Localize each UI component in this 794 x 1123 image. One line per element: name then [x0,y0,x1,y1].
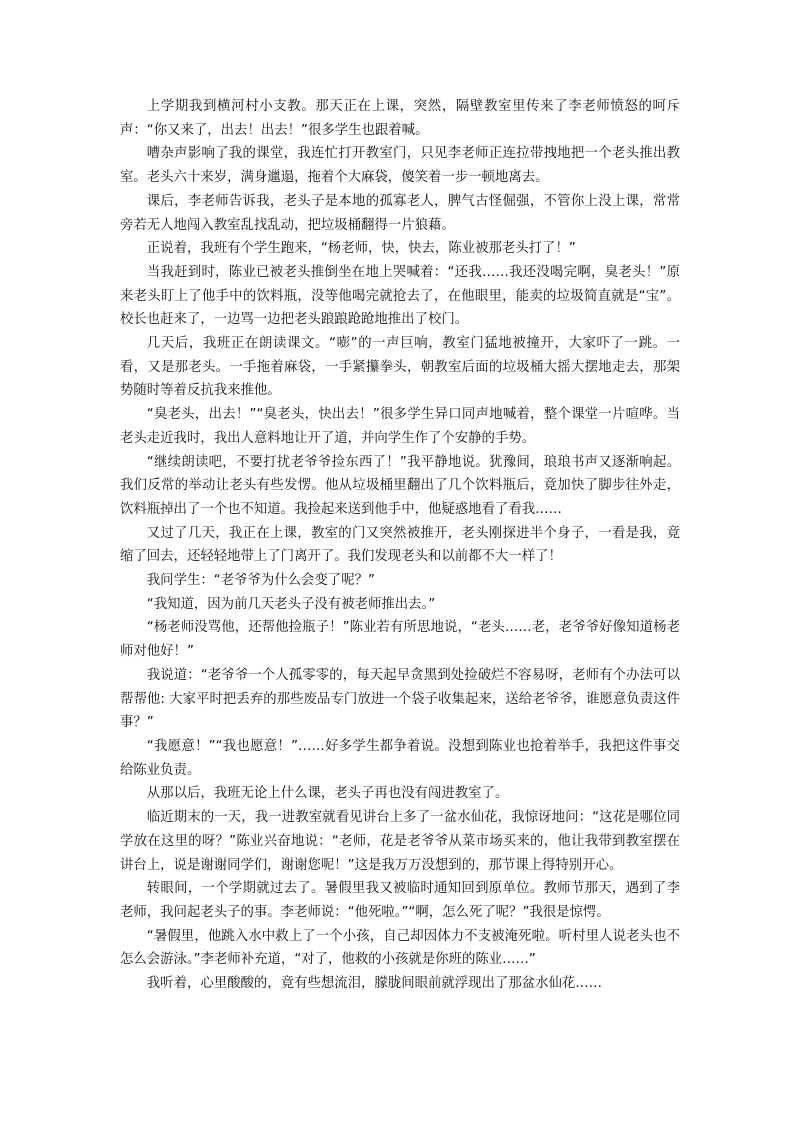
story-text [120,95,680,996]
paragraph-3: 课后，李老师告诉我，老头子是本地的孤寡老人，脾气古怪倔强，不管你上没上课，常常旁若无人地闯入教室乱找乱动，把垃圾桶翻得一片狼藉。 [120,193,680,233]
paragraph-19: 我听着，心里酸酸的，竟有些想流泪，朦胧间眼前就浮现出了那盆水仙花…… [146,976,603,992]
paragraph-17: 转眼间，一个学期就过去了。暑假里我又被临时通知回到原单位。教师节那天，遇到了李老师，我问起老头子的事。李老师说：“他死啦。”“啊，怎么死了呢？”我很是惊愕。 [120,881,680,920]
paragraph-6: 几天后，我班正在朗读课文。“嘭”的一声巨响，教室门猛地被撞开，大家吓了一跳。一看，又是那老头。一手拖着麻袋，一手紧攥拳头，朝教室后面的垃圾桶大摇大摆地走去，那架势随时等着反抗我来推他。 [120,336,680,399]
paragraph-14: “我愿意！”“我也愿意！”……好多学生都争着说。没想到陈业也抢着举手，我把这件事交给陈业负责。 [120,738,680,778]
paragraph-15: 从那以后，我班无论上什么课，老头子再也没有闯进教室了。 [146,786,509,802]
paragraph-8: “继续朗读吧，不要打扰老爷爷捡东西了！”我平静地说。犹豫间，琅琅书声又逐渐响起。我们反常的举动让老头有些发愣。他从垃圾桶里翻出了几个饮料瓶后，竟加快了脚步往外走，饮料瓶掉出了一个也不知道。我捡起来送到他手中，他疑惑地看了看我…… [120,454,680,517]
paragraph-18: “暑假里，他跳入水中救上了一个小孩，自己却因体力不支被淹死啦。听村里人说老头也不怎么会游泳。”李老师补充道，“对了，他救的小孩就是你班的陈业……” [120,928,680,968]
paragraph-12: “杨老师没骂他，还帮他捡瓶子！”陈业若有所思地说，“老头……老，老爷爷好像知道杨老师对他好！” [120,620,680,660]
paragraph-11: “我知道，因为前几天老头子没有被老师推出去。” [146,596,436,612]
paragraph-9: 又过了几天，我正在上课，教室的门又突然被推开，老头刚探进半个身子，一看是我，竟缩了回去，还轻轻地带上了门离开了。我们发现老头和以前都不大一样了！ [120,525,680,565]
paragraph-13: 我说道：“老爷爷一个人孤零零的，每天起早贪黑到处捡破烂不容易呀，老师有个办法可以帮帮他: 大家平时把丢弃的那些废品专门放进一个袋子收集起来，送给老爷爷，谁愿意负责这件事？” [120,667,680,731]
paragraph-1: 上学期我到横河村小支教。那天正在上课，突然，隔壁教室里传来了李老师愤怒的呵斥声：“你又来了，出去！出去！”很多学生也跟着喊。 [120,99,680,138]
paragraph-2: 嘈杂声影响了我的课堂，我连忙打开教室门，只见李老师正连拉带拽地把一个老头推出教室。老头六十来岁，满身邋遢，拖着个大麻袋，傻笑着一步一顿地离去。 [120,146,680,186]
paragraph-4: 正说着，我班有个学生跑来，“杨老师，快，快去，陈业被那老头打了！” [146,241,576,257]
paragraph-7: “臭老头，出去！”“臭老头，快出去！”很多学生异口同声地喊着，整个课堂一片喧哗。当老头走近我时，我出人意料地让开了道，并向学生作了个安静的手势。 [120,407,680,446]
paragraph-10: 我问学生：“老爷爷为什么会变了呢？” [146,573,375,589]
paragraph-16: 临近期末的一天，我一进教室就看见讲台上多了一盆水仙花，我惊讶地问：“这花是哪位同学放在这里的呀？”陈业兴奋地说：“老师，花是老爷爷从菜市场买来的，他让我带到教室摆在讲台上，说是谢谢同学们，谢谢您呢！”这是我万万没想到的，那节课上得特别开心。 [120,810,680,873]
paragraph-5: 当我赶到时，陈业已被老头推倒坐在地上哭喊着：“还我……我还没喝完啊，臭老头！”原来老头盯上了他手中的饮料瓶，没等他喝完就抢去了，在他眼里，能卖的垃圾简直就是“宝”。校长也赶来了，一边骂一边把老头踉踉跄跄地推出了校门。 [120,264,680,328]
